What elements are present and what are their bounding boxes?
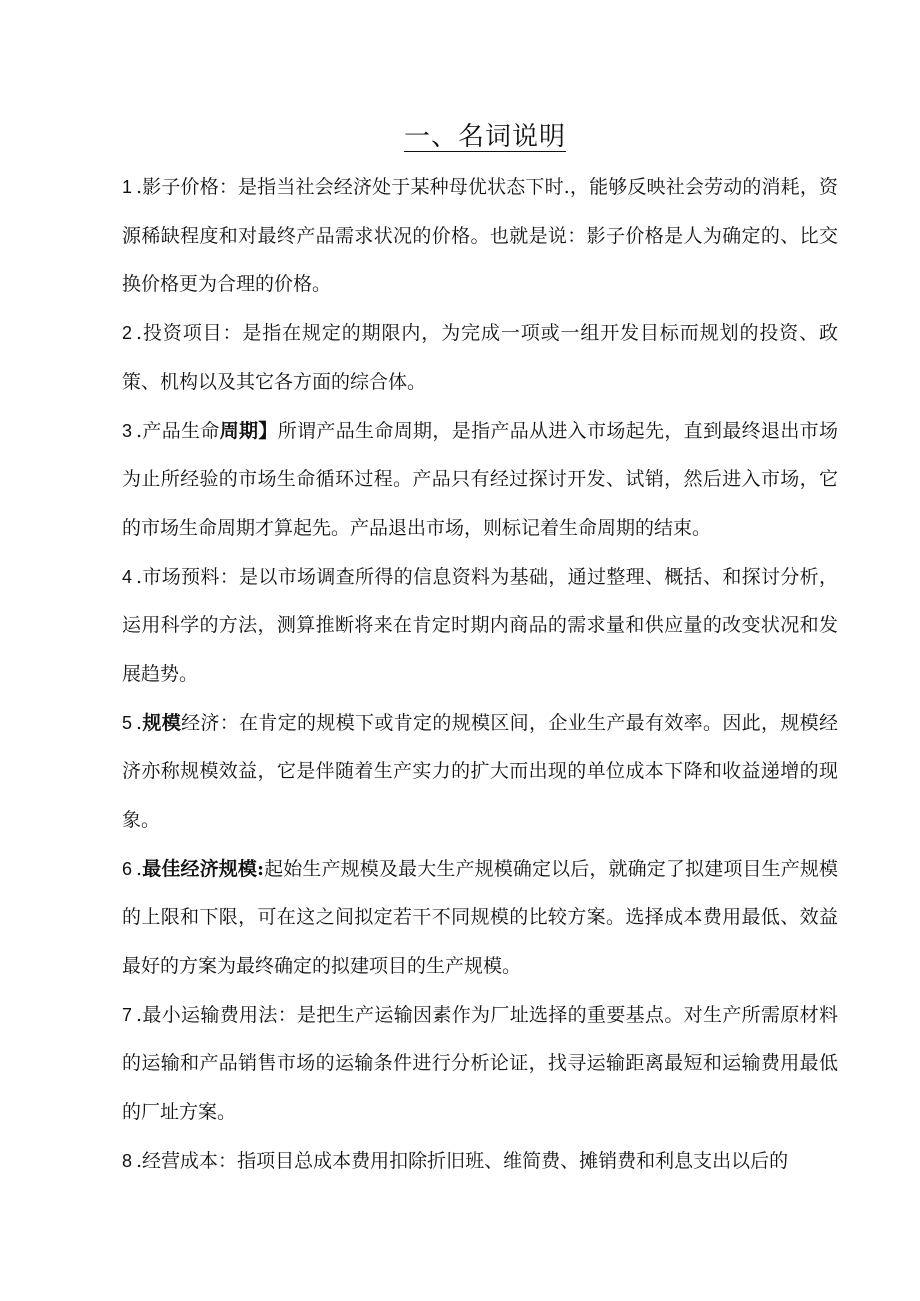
entry-term: .投资项目：	[136, 322, 243, 344]
entry-definition: 是把生产运输因素作为厂址选择的重要基点。对生产所需原材料的运输和产品销售市场的运输条件进行分析论证，找寻运输距离最短和运输费用最低的厂址方案。	[122, 1003, 838, 1123]
entry-definition: 经济：在肯定的规模下或肯定的规模区间，企业生产最有效率。因此，规模经济亦称规模效益，它是伴随着生产实力的扩大而出现的单位成本下降和收益递增的现象。	[122, 711, 838, 831]
entry-term-bold: 周期】	[219, 419, 278, 442]
term-entry-6	[122, 845, 838, 991]
entry-number: 6	[122, 858, 133, 879]
entry-definition: 所谓产品生命周期，是指产品从进入市场起先，直到最终退出市场为止所经验的市场生命循环过程。产品只有经过探讨开发、试销，然后进入市场，它的市场生命周期才算起先。产品退出市场，则标记着生命周期的结束。	[122, 419, 838, 539]
entry-term: .市场预料：	[136, 565, 240, 588]
entry-definition: 指项目总成本费用扣除折旧班、维简费、摊销费和利息支出以后的	[237, 1149, 789, 1172]
entry-term: .	[136, 857, 143, 880]
term-entry-3	[122, 407, 838, 553]
page-title: 一、名词说明	[403, 122, 566, 152]
entry-term: .经营成本：	[136, 1149, 238, 1172]
entry-number: 5	[122, 712, 133, 733]
entry-term: .产品生命	[136, 419, 220, 442]
entry-number: 8	[122, 1150, 133, 1171]
entry-number: 7	[122, 1004, 133, 1025]
term-list	[122, 163, 838, 1186]
entry-definition: 是指当社会经济处于某种母优状态下时.，能够反映社会劳动的消耗，资源稀缺程度和对最终产品需求状况的价格。也就是说：影子价格是人为确定的、比交换价格更为合理的价格。	[122, 176, 838, 295]
entry-term: .	[136, 711, 143, 734]
entry-term: .最小运输费用法：	[136, 1003, 298, 1026]
term-entry-7	[122, 991, 838, 1137]
term-entry-1	[122, 163, 838, 309]
entry-term: .影子价格：	[136, 176, 239, 198]
term-entry-2	[122, 309, 838, 406]
term-entry-5	[122, 699, 838, 845]
entry-definition: 起始生产规模及最大生产规模确定以后，就确定了拟建项目生产规模的上限和下限，可在这之间拟定若干不同规模的比较方案。选择成本费用最低、效益最好的方案为最终确定的拟建项目的生产规模。	[122, 857, 838, 977]
term-entry-4	[122, 553, 838, 699]
entry-definition: 是以市场调查所得的信息资料为基础，通过整理、概括、和探讨分析，运用科学的方法，测算推断将来在肯定时期内商品的需求量和供应量的改变状况和发展趋势。	[122, 565, 838, 685]
term-entry-8	[122, 1137, 838, 1186]
entry-number: 1	[122, 177, 133, 197]
entry-term-bold: 规模	[142, 711, 182, 734]
entry-number: 3	[122, 420, 133, 441]
entry-definition: 是指在规定的期限内，为完成一项或一组开发目标而规划的投资、政策、机构以及其它各方面的综合体。	[122, 322, 838, 393]
entry-term-bold: 最佳经济规模:	[142, 857, 265, 880]
entry-number: 2	[122, 323, 133, 343]
entry-number: 4	[122, 566, 133, 587]
